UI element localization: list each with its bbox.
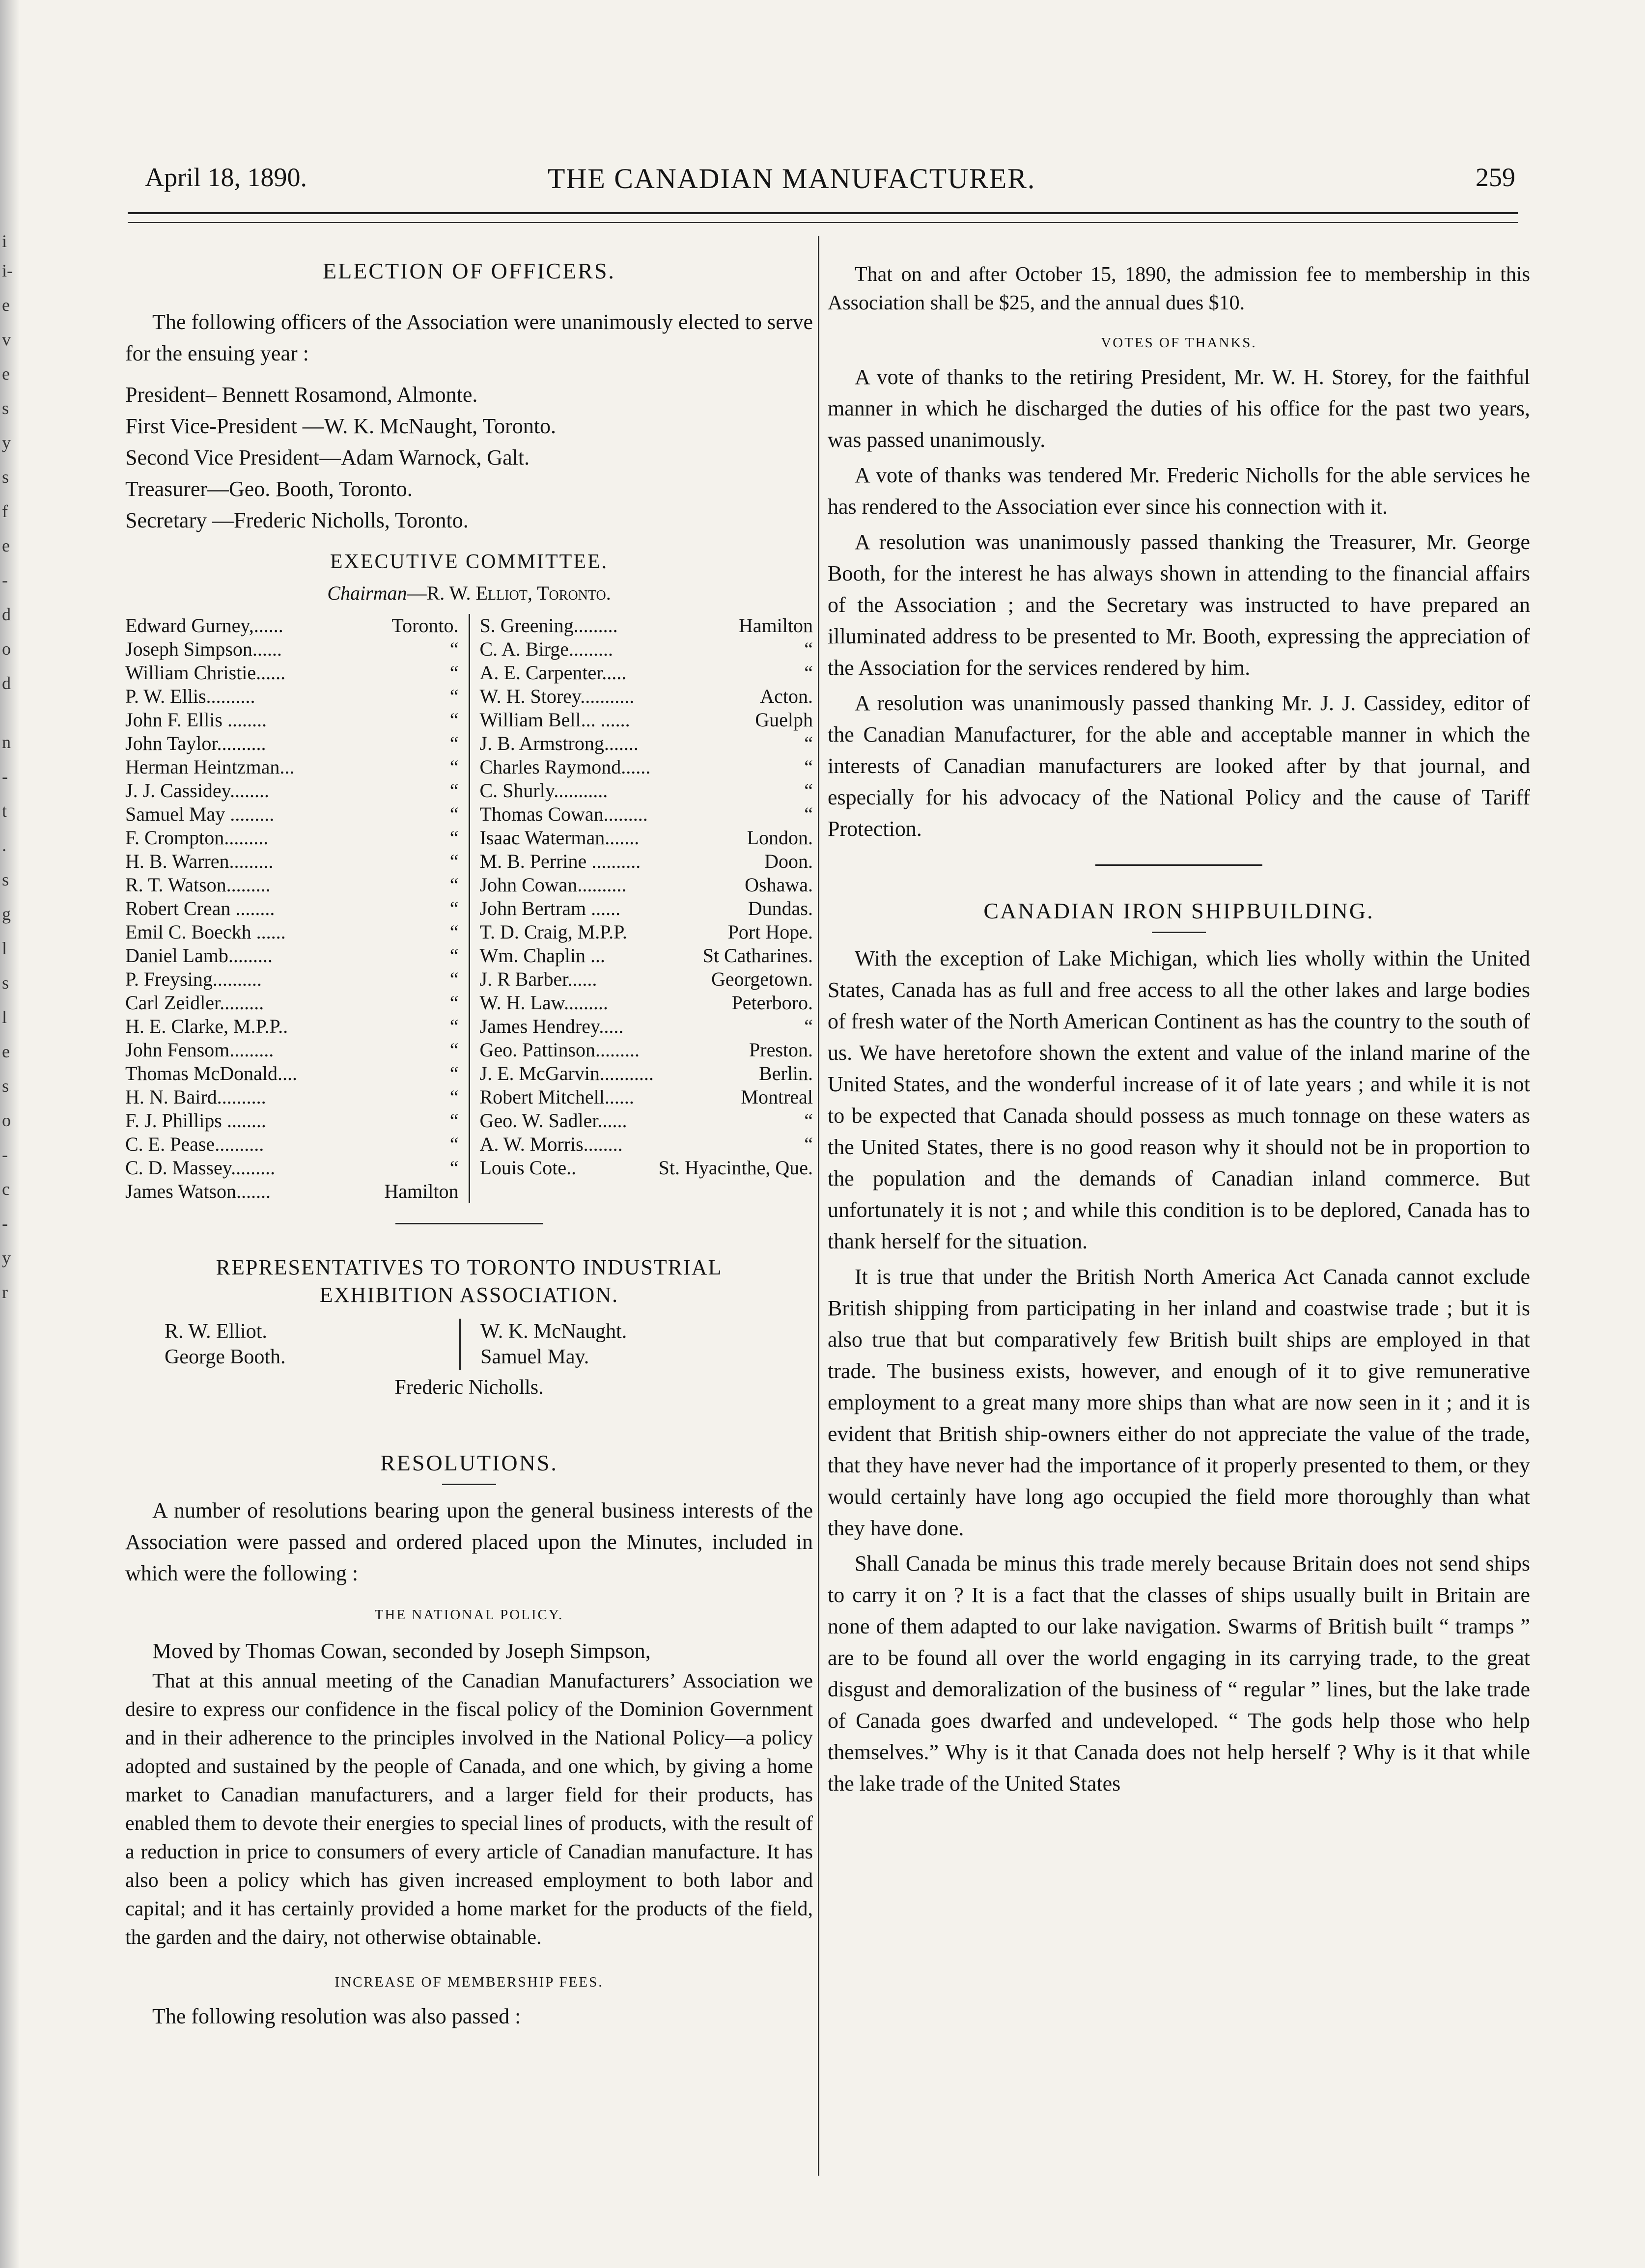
member-place: “ (449, 1086, 459, 1108)
margin-letter: y (2, 1248, 11, 1268)
committee-member (480, 1156, 813, 1180)
heading-underline (442, 1484, 496, 1485)
committee-member (125, 614, 459, 637)
member-place: Georgetown. (711, 968, 813, 990)
resolutions-intro: A number of resolutions bearing upon the general business interests of the Association were passed and ordered placed upon the Minutes, included in which were the following : (125, 1498, 813, 1585)
committee-member (125, 637, 459, 661)
officer-entry: Treasurer—Geo. Booth, Toronto. (125, 477, 413, 501)
committee-member (125, 1133, 459, 1156)
committee-member (480, 732, 813, 755)
article-paragraph: It is true that under the British North America Act Canada cannot exclude British shipping from participating in her inland and coastwise trade ; but it is also true that but comparatively few British built ships are employed in that trade. The business exists, however, and enough of it to give remunerative employment to a great many more ships than what are now seen in it ; and it is evident that British ship-owners either do not appreciate the value of the trade, that they have never had the importance of it properly presented to them, or they would certainly have long ago occupied the field more thoroughly than what they have done. (828, 1265, 1530, 1540)
committee-member (480, 802, 813, 826)
margin-letter: s (2, 1076, 9, 1096)
committee-member (480, 920, 813, 944)
member-name: John F. Ellis ........ (125, 709, 267, 731)
member-place: “ (449, 1133, 459, 1155)
header-rule (128, 212, 1518, 214)
member-name: P. Freysing.......... (125, 968, 262, 990)
representatives-left (150, 1319, 459, 1370)
member-name: T. D. Craig, M.P.P. (479, 921, 627, 943)
officer-entry: Secretary —Frederic Nicholls, Toronto. (125, 508, 469, 532)
member-name: Charles Raymond...... (479, 756, 651, 778)
member-place: “ (449, 756, 459, 778)
committee-member (125, 920, 459, 944)
member-place: “ (449, 874, 459, 896)
margin-letter: i- (2, 261, 13, 280)
member-name: H. E. Clarke, M.P.P.. (125, 1015, 288, 1037)
member-place: “ (449, 968, 459, 990)
member-name: C. D. Massey......... (125, 1157, 276, 1179)
margin-letter: o (2, 639, 11, 659)
member-place: Berlin. (759, 1062, 813, 1084)
committee-member (480, 1109, 813, 1133)
margin-letter: e (2, 536, 10, 555)
committee-member (125, 661, 459, 685)
committee-member (125, 1109, 459, 1133)
committee-member (480, 685, 813, 708)
member-place: “ (804, 779, 813, 802)
member-place: “ (804, 732, 813, 754)
margin-letter: . (2, 835, 6, 855)
member-name: Emil C. Boeckh ...... (125, 921, 286, 943)
representatives-list (125, 1319, 813, 1370)
member-name: William Christie...... (125, 662, 286, 684)
member-place: “ (449, 1015, 459, 1037)
committee-member (480, 637, 813, 661)
margin-letter: f (2, 501, 8, 521)
member-name: M. B. Perrine .......... (479, 850, 641, 872)
committee-member (125, 1180, 459, 1203)
member-place: “ (804, 1109, 813, 1132)
member-name: James Hendrey..... (479, 1015, 624, 1037)
margin-letter: s (2, 870, 9, 889)
member-place: “ (449, 827, 459, 849)
member-name: Samuel May ......... (125, 803, 275, 825)
margin-letters (0, 231, 20, 1704)
representatives-right (459, 1319, 775, 1370)
member-name: Isaac Waterman....... (479, 827, 640, 849)
section-heading-executive: EXECUTIVE COMMITTEE. (330, 551, 609, 573)
margin-letter: o (2, 1110, 11, 1130)
member-name: A. W. Morris........ (479, 1133, 623, 1155)
committee-member (125, 802, 459, 826)
article-paragraph: Shall Canada be minus this trade merely because Britain does not send ships to carry it on ? It is a fact that the classes of ships usually built in Britain are none of them adapted to our lake navigation. Swarms of British built “ tramps ” are to be found all over the world engaging in its carrying trade, to the great disgust and demoralization of the business of “ regular ” lines, but the lake trade of Canada goes dwarfed and undeveloped. “ The gods help those who help themselves.” Why is it that Canada does not help herself ? Why is it that while the lake trade of the United States (828, 1551, 1530, 1796)
member-place: “ (804, 662, 813, 684)
committee-chairman (125, 578, 813, 609)
subheading-votes-of-thanks: VOTES OF THANKS. (1101, 335, 1257, 351)
margin-letter: v (2, 330, 11, 349)
member-place: “ (449, 1039, 459, 1061)
committee-member (480, 755, 813, 779)
margin-letter: s (2, 467, 9, 487)
officer-entry: President– Bennett Rosamond, Almonte. (125, 383, 478, 407)
member-name: S. Greening......... (479, 614, 618, 636)
representative-name: W. K. McNaught. (480, 1320, 627, 1343)
member-place: “ (449, 1157, 459, 1179)
member-place: St. Hyacinthe, Que. (658, 1157, 813, 1179)
member-place: Acton. (760, 685, 813, 707)
representative-name: Frederic Nicholls. (394, 1376, 544, 1399)
member-name: Geo. Pattinson......... (479, 1039, 640, 1061)
committee-member (480, 897, 813, 920)
membership-intro: The following resolution was also passed : (152, 2004, 521, 2028)
committee-member (125, 1038, 459, 1062)
issue-date: April 18, 1890. (145, 163, 307, 192)
margin-letter: d (2, 605, 11, 624)
moved-by: Moved by Thomas Cowan, seconded by Joseph Simpson, (152, 1639, 651, 1663)
committee-member (480, 1062, 813, 1085)
member-name: Louis Cote.. (479, 1157, 577, 1179)
member-place: “ (449, 638, 459, 660)
member-place: “ (449, 779, 459, 802)
committee-member (480, 661, 813, 685)
member-name: W. H. Storey........... (479, 685, 635, 707)
representatives-heading-line1: REPRESENTATIVES TO TORONTO INDUSTRIAL (216, 1255, 723, 1279)
margin-letter: - (2, 570, 8, 590)
right-column (828, 260, 1530, 1799)
margin-letter: r (2, 1282, 8, 1302)
committee-member (480, 991, 813, 1015)
member-name: Edward Gurney,...... (125, 614, 283, 636)
committee-member (480, 850, 813, 873)
chairman-name: —R. W. Elliot, Toronto. (407, 582, 611, 604)
thanks-paragraph: A resolution was unanimously passed thanking the Treasurer, Mr. George Booth, for the interest he has always shown in attending to the financial affairs of the Association ; and the Secretary was instructed to have prepared an illuminated address to be presented to Mr. Booth, expressing the appreciation of the Association for the services rendered by him. (828, 530, 1530, 680)
member-place: “ (449, 992, 459, 1014)
member-place: Oshawa. (745, 874, 813, 896)
margin-letter: t (2, 801, 7, 821)
committee-member (125, 1015, 459, 1038)
margin-letter: s (2, 973, 9, 993)
member-place: Preston. (749, 1039, 813, 1061)
committee-member (480, 779, 813, 802)
thanks-paragraph: A resolution was unanimously passed thanking Mr. J. J. Cassidey, editor of the Canadian Manufacturer, for the able and acceptable manner in which the interests of Canadian manufacturers are looked after by that journal, and especially for his advocacy of the National Policy and the cause of Tariff Protection. (828, 691, 1530, 841)
committee-member (480, 944, 813, 968)
page-number: 259 (1476, 163, 1515, 192)
member-name: James Watson....... (125, 1180, 271, 1202)
margin-letter: l (2, 939, 7, 958)
member-place: “ (804, 638, 813, 660)
committee-member (125, 685, 459, 708)
representative-name: R. W. Elliot. (165, 1320, 267, 1343)
committee-member (125, 1085, 459, 1109)
member-name: F. Crompton......... (125, 827, 269, 849)
representatives-heading-line2: EXHIBITION ASSOCIATION. (319, 1283, 619, 1307)
member-place: “ (449, 685, 459, 707)
margin-letter: c (2, 1179, 10, 1199)
committee-member (480, 708, 813, 732)
committee-member (125, 826, 459, 850)
member-name: Robert Mitchell...... (479, 1086, 634, 1108)
margin-letter: l (2, 1007, 7, 1027)
margin-letter: e (2, 295, 10, 315)
member-place: “ (449, 850, 459, 872)
member-place: “ (804, 756, 813, 778)
section-heading-shipbuilding: CANADIAN IRON SHIPBUILDING. (983, 898, 1374, 923)
committee-member (125, 732, 459, 755)
member-place: London. (747, 827, 813, 849)
member-name: Joseph Simpson...... (125, 638, 282, 660)
member-name: J. B. Armstrong....... (479, 732, 639, 754)
member-place: Montreal (741, 1086, 813, 1108)
committee-member (125, 755, 459, 779)
member-name: A. E. Carpenter..... (479, 662, 627, 684)
committee-member (480, 1038, 813, 1062)
representative-name: George Booth. (165, 1346, 286, 1368)
member-name: Thomas Cowan......... (479, 803, 648, 825)
member-name: J. E. McGarvin........... (479, 1062, 654, 1084)
committee-member (125, 850, 459, 873)
member-name: John Fensom......... (125, 1039, 274, 1061)
section-separator (1095, 864, 1262, 866)
subheading-national-policy: THE NATIONAL POLICY. (374, 1607, 564, 1623)
committee-right-list (470, 614, 813, 1203)
member-place: St Catharines. (702, 944, 813, 967)
membership-fee-resolution: That on and after October 15, 1890, the admission fee to membership in this Association shall be $25, and the annual dues $10. (828, 263, 1530, 314)
committee-member (480, 1015, 813, 1038)
member-place: “ (804, 803, 813, 825)
committee-member (125, 897, 459, 920)
representative-name: Samuel May. (480, 1346, 589, 1368)
committee-member (125, 1156, 459, 1180)
committee-member (480, 968, 813, 991)
member-name: J. J. Cassidey........ (125, 779, 269, 802)
section-heading-election: ELECTION OF OFFICERS. (323, 258, 615, 283)
member-place: “ (449, 732, 459, 754)
margin-letter: e (2, 1042, 10, 1061)
left-column (125, 255, 813, 2032)
officer-entry: First Vice-President —W. K. McNaught, Toronto. (125, 414, 557, 438)
member-place: Hamilton (738, 614, 813, 636)
margin-letter: - (2, 1214, 8, 1233)
committee-table (125, 614, 813, 1203)
national-policy-resolution: That at this annual meeting of the Canadian Manufacturers’ Association we desire to express our confidence in the fiscal policy of the Dominion Government and in their adherence to the principles involved in the National Policy—a policy adopted and sustained by the people of Canada, and one which, by giving a home market to Canadian manufacturers, and a larger field for their products, has enabled them to devote their energies to special lines of products, with the result of a reduction in price to consumers of every article of Canadian manufacture. It has also been a policy which has given increased employment to both labor and capital; and it has certainly provided a home market for the products of the field, the garden and the dairy, not otherwise obtainable. (125, 1670, 813, 1949)
margin-letter: g (2, 904, 11, 924)
committee-member (480, 873, 813, 897)
member-name: Geo. W. Sadler...... (479, 1109, 627, 1132)
member-name: John Cowan.......... (479, 874, 627, 896)
member-name: C. E. Pease.......... (125, 1133, 264, 1155)
member-place: “ (449, 1062, 459, 1084)
header-rule-thin (128, 222, 1518, 223)
margin-letter: y (2, 433, 11, 452)
member-name: Wm. Chaplin ... (479, 944, 606, 967)
member-name: H. B. Warren......... (125, 850, 274, 872)
member-place: Doon. (764, 850, 813, 872)
margin-letter: - (2, 1145, 8, 1164)
thanks-paragraph: A vote of thanks to the retiring President, Mr. W. H. Storey, for the faithful manner in which he discharged the duties of his office for the past two years, was passed unanimously. (828, 365, 1530, 452)
member-place: “ (449, 709, 459, 731)
committee-member (125, 873, 459, 897)
margin-letter: n (2, 732, 11, 752)
masthead-title: THE CANADIAN MANUFACTURER. (548, 163, 1036, 194)
committee-member (480, 614, 813, 637)
member-place: Port Hope. (727, 921, 813, 943)
member-name: Daniel Lamb......... (125, 944, 273, 967)
member-name: J. R Barber...... (479, 968, 597, 990)
margin-letter: e (2, 364, 10, 384)
election-intro: The following officers of the Association were unanimously elected to serve for the ensuing year : (125, 310, 813, 365)
member-place: “ (449, 897, 459, 919)
member-place: “ (449, 921, 459, 943)
section-heading-resolutions: RESOLUTIONS. (380, 1450, 558, 1475)
section-separator (395, 1223, 543, 1224)
article-paragraph: With the exception of Lake Michigan, which lies wholly within the United States, Canada has as full and free access to all the other lakes and large bodies of fresh water of the North American Continent as has the country to the south of us. We have heretofore shown the extent and value of the inland marine of the United States, and the wonderful increase of it of late years ; and while it is not to be expected that Canada should possess as much tonnage on these waters as the United States, there is no good reason why it should not be in proportion to the population and the demands of Canadian inland commerce. But unfortunately it is not ; and while this condition is to be deplored, Canada has to thank herself for the situation. (828, 946, 1530, 1253)
committee-member (125, 1062, 459, 1085)
member-place: Dundas. (748, 897, 813, 919)
member-place: Hamilton (384, 1180, 459, 1202)
committee-member (480, 1085, 813, 1109)
member-place: “ (449, 944, 459, 967)
member-name: John Bertram ...... (479, 897, 621, 919)
member-name: W. H. Law......... (479, 992, 608, 1014)
member-name: Carl Zeidler......... (125, 992, 264, 1014)
committee-member (125, 779, 459, 802)
member-name: William Bell... ...... (479, 709, 630, 731)
member-place: “ (449, 1109, 459, 1132)
thanks-paragraph: A vote of thanks was tendered Mr. Frederic Nicholls for the able services he has rendered to the Association ever since his connection with it. (828, 463, 1530, 519)
page-header (145, 162, 1515, 201)
committee-member (125, 991, 459, 1015)
member-name: Herman Heintzman... (125, 756, 295, 778)
member-place: “ (449, 662, 459, 684)
subheading-membership-fees: INCREASE OF MEMBERSHIP FEES. (335, 1974, 604, 1990)
committee-member (480, 1133, 813, 1156)
chairman-label: Chairman (327, 582, 407, 604)
committee-member (125, 944, 459, 968)
member-name: Robert Crean ........ (125, 897, 275, 919)
member-place: “ (449, 803, 459, 825)
committee-left-list (125, 614, 470, 1203)
member-name: H. N. Baird.......... (125, 1086, 266, 1108)
column-divider (818, 236, 819, 2176)
heading-underline (1152, 932, 1206, 933)
member-name: Thomas McDonald.... (125, 1062, 297, 1084)
officer-list (125, 379, 813, 536)
margin-letter: i (2, 231, 7, 251)
committee-member (125, 708, 459, 732)
member-place: Guelph (755, 709, 813, 731)
margin-letter: s (2, 398, 9, 418)
member-name: C. A. Birge......... (479, 638, 613, 660)
member-name: R. T. Watson......... (125, 874, 271, 896)
margin-letter: d (2, 673, 11, 693)
member-name: John Taylor.......... (125, 732, 266, 754)
section-heading-representatives (125, 1254, 813, 1309)
member-place: “ (804, 1015, 813, 1037)
member-place: Peterboro. (731, 992, 813, 1014)
member-place: Toronto. (391, 614, 459, 636)
member-place: “ (804, 1133, 813, 1155)
committee-member (480, 826, 813, 850)
margin-letter: - (2, 767, 8, 786)
member-name: P. W. Ellis.......... (125, 685, 255, 707)
committee-member (125, 968, 459, 991)
member-name: C. Shurly........... (479, 779, 608, 802)
member-name: F. J. Phillips ........ (125, 1109, 266, 1132)
officer-entry: Second Vice President—Adam Warnock, Galt. (125, 445, 530, 470)
